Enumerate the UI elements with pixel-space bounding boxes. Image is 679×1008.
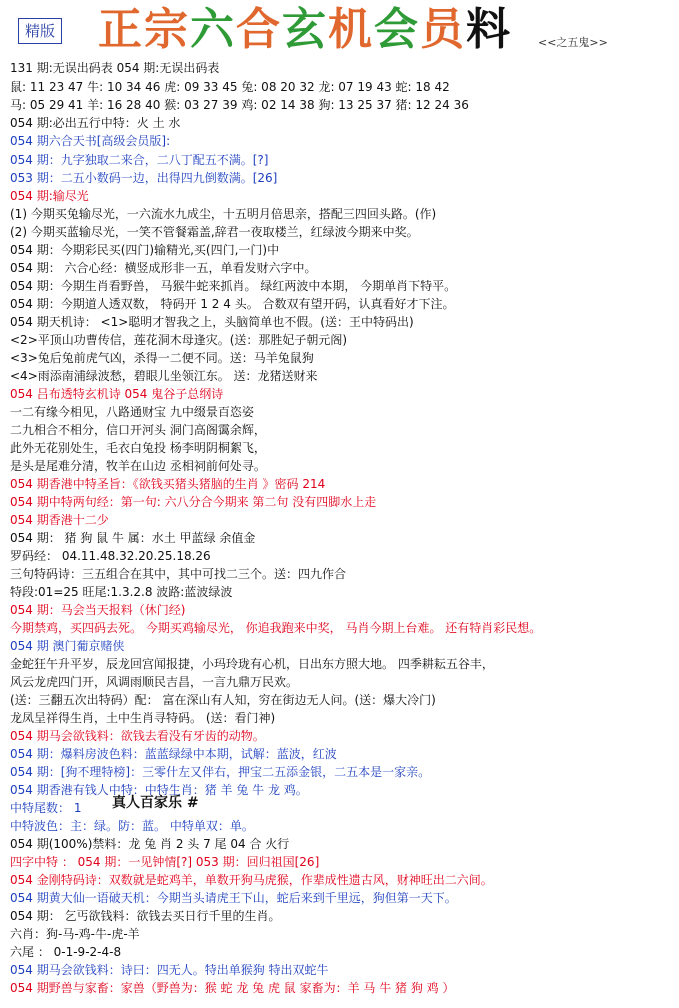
premium-badge: 精版 (18, 18, 62, 44)
text-line: (1) 今期买兔输尽光，一六流水九成尘，十五明月倍思亲，搭配三四回头路。(作) (10, 207, 437, 221)
text-line: 六肖：狗-马-鸡-牛-虎-羊 (10, 927, 140, 941)
author-signature: <<之五鬼>> (538, 36, 608, 49)
text-line: 二九相合不相分，信口开河头 洞门高阁霭余辉， (10, 423, 266, 437)
title-char: 员 (420, 4, 466, 55)
text-line: 罗码经： 04.11.48.32.20.25.18.26 (10, 549, 211, 563)
text-line: <3>兔后兔前虎气凶，杀得一二便不同。送：马羊兔鼠狗 (10, 351, 314, 365)
text-line: 此外无花别处生，毛衣白兔投 杨李明阴桐絮飞， (10, 441, 266, 455)
text-line: 054 期香港有钱人中特：中特生肖：猪 羊 兔 牛 龙 鸡。 (10, 783, 308, 797)
text-line: 是头是尾难分清，牧羊在山边 丞相祠前何处寻。 (10, 459, 266, 473)
text-line: 中特尾数： 1 (10, 801, 82, 815)
text-line: <4>雨添南浦绿波愁，碧眼儿坐领江东。 送：龙猪送财来 (10, 369, 318, 383)
text-line: 一二有缘今相见，八路通财宝 九中缀景百恣姿 (10, 405, 254, 419)
text-line: 054 期马会欲钱料：欲钱去看没有牙齿的动物。 (10, 729, 265, 743)
text-line: 054 期(100%)禁料：龙 兔 肖 2 头 7 尾 04 合 火行 (10, 837, 290, 851)
page-title (98, 2, 512, 58)
text-line: 054 期 澳门葡京赌侠 (10, 639, 125, 653)
text-line: 054 期：九字独取二来合，二八丁配五不满。[?] (10, 153, 269, 167)
text-line: 四字中特 ： 054 期：一见钟情[?] 053 期：回归祖国[26] (10, 855, 320, 869)
text-line: 054 期： 乞丐欲钱料：欲钱去买日行千里的生肖。 (10, 909, 281, 923)
title-char: 会 (374, 4, 420, 55)
text-line: 054 吕布透特玄机诗 054 鬼谷子总纲诗 (10, 387, 224, 401)
title-char: 料 (466, 4, 512, 55)
text-line: 054 期马会欲钱料：诗曰：四无人。特出单猴狗 特出双蛇牛 (10, 963, 329, 977)
text-line: 中特波色：主：绿。防：蓝。 中特单双：单。 (10, 819, 254, 833)
text-line: 054 期：[狗不理特榜]：三零什左又伴右，押宝二五添金银，二五本是一家亲。 (10, 765, 431, 779)
text-line: 054 期野兽与家畜：家兽（野兽为：猴 蛇 龙 兔 虎 鼠 家畜为：羊 马 牛 猪 狗 鸡 ） (10, 981, 455, 995)
text-line: 三句特码诗：三五组合在其中，其中可找二三个。送：四九作合 (10, 567, 347, 581)
text-line: 054 期：今期彩民买(四门)输精光,买(四门,一门)中 (10, 243, 280, 257)
text-line: 054 期:必出五行中特：火 土 水 (10, 116, 181, 130)
text-line: 特段:01=25 旺尾:1.3.2.8 波路:蓝波绿波 (10, 585, 233, 599)
text-line: 今期禁鸡，买四码去死。 今期买鸡输尽光， 你追我跑来中奖， 马肖今期上台难。 还有特肖彩民想。 (10, 621, 542, 635)
text-line: 六尾 ： 0-1-9-2-4-8 (10, 945, 122, 959)
text-line: (送：三翻五次出特码）配： 富在深山有人知，穷在街边无人问。(送：爆大冷门) (10, 693, 436, 707)
text-line: 054 期：马会当天报料（休门经) (10, 603, 186, 617)
watermark-text: 真人百家乐 # (112, 795, 199, 811)
title-char: 六 (190, 4, 236, 55)
text-line: 054 期： 六合心经：横竖成形非一五，单看发财六字中。 (10, 261, 317, 275)
text-line: 054 期：爆料房波色料：蓝蓝绿绿中本期，试解：蓝波，红波 (10, 747, 337, 761)
title-char: 机 (328, 4, 374, 55)
text-line: (2) 今期买蓝输尽光，一笑不管餐霜盖,辞君一夜取楼兰，红绿波今期来中奖。 (10, 225, 419, 239)
text-line: 054 期：今期生肖看野兽， 马猴牛蛇来抓肖。 绿红两波中本期， 今期单肖下特平。 (10, 279, 457, 293)
text-line: 风云龙虎四门开，风调雨顺民吉昌，一言九鼎万民欢。 (10, 675, 299, 689)
title-char: 合 (236, 4, 282, 55)
title-char: 宗 (144, 4, 190, 55)
text-line: 054 期黄大仙一语破天机：今期当头请虎王下山，蛇后来到千里远，狗但第一天下。 (10, 891, 457, 905)
text-line: 054 金刚特码诗：双数就是蛇鸡羊，单数开狗马虎猴，作辈成性遗古风，财神旺出二六间。 (10, 873, 493, 887)
text-line: 054 期天机诗： <1>聪明才智我之上，头脑简单也不假。(送：王中特码出) (10, 315, 414, 329)
text-line: 054 期：今期道人透双数， 特码开 1 2 4 头。 合数双有望开码，认真看好才下注。 (10, 297, 455, 311)
text-line: 马: 05 29 41 羊: 16 28 40 猴: 03 27 39 鸡: 02 14 38 狗: 13 25 37 猪: 12 24 36 (10, 98, 469, 112)
text-line: 054 期： 猪 狗 鼠 牛 属：水土 甲蓝绿 余值金 (10, 531, 256, 545)
text-line: 131 期:无误出码表 054 期:无误出码表 (10, 61, 220, 75)
text-line: 054 期:输尽光 (10, 189, 89, 203)
text-line: <2>平顶山功曹传信，莲花洞木母逢灾。(送：那胜妃子朝元阁) (10, 333, 348, 347)
text-line: 054 期六合天书[高级会员版]: (10, 134, 171, 148)
title-char: 玄 (282, 4, 328, 55)
title-char: 正 (98, 4, 144, 55)
text-line: 龙凤呈祥得生肖，土中生肖寻特码。 (送：看门神) (10, 711, 276, 725)
text-line: 054 期中特两句经：第一句: 六八分合今期来 第二句 没有四脚水上走 (10, 495, 377, 509)
text-line: 053 期：二五小数码一边，出得四九倒数满。[26] (10, 171, 278, 185)
text-line: 054 期香港中特圣旨：《欲钱买猪头猪脑的生肖 》密码 214 (10, 477, 326, 491)
text-line: 054 期香港十二少 (10, 513, 109, 527)
text-line: 金蛇狂午升平岁，辰龙回宫闻报捷，小玛玲珑有心机，日出东方照大地。 四季耕耘五谷丰， (10, 657, 494, 671)
text-line: 鼠: 11 23 47 牛: 10 34 46 虎: 09 33 45 兔: 08 20 32 龙: 07 19 43 蛇: 18 42 (10, 80, 450, 94)
header (0, 0, 679, 58)
